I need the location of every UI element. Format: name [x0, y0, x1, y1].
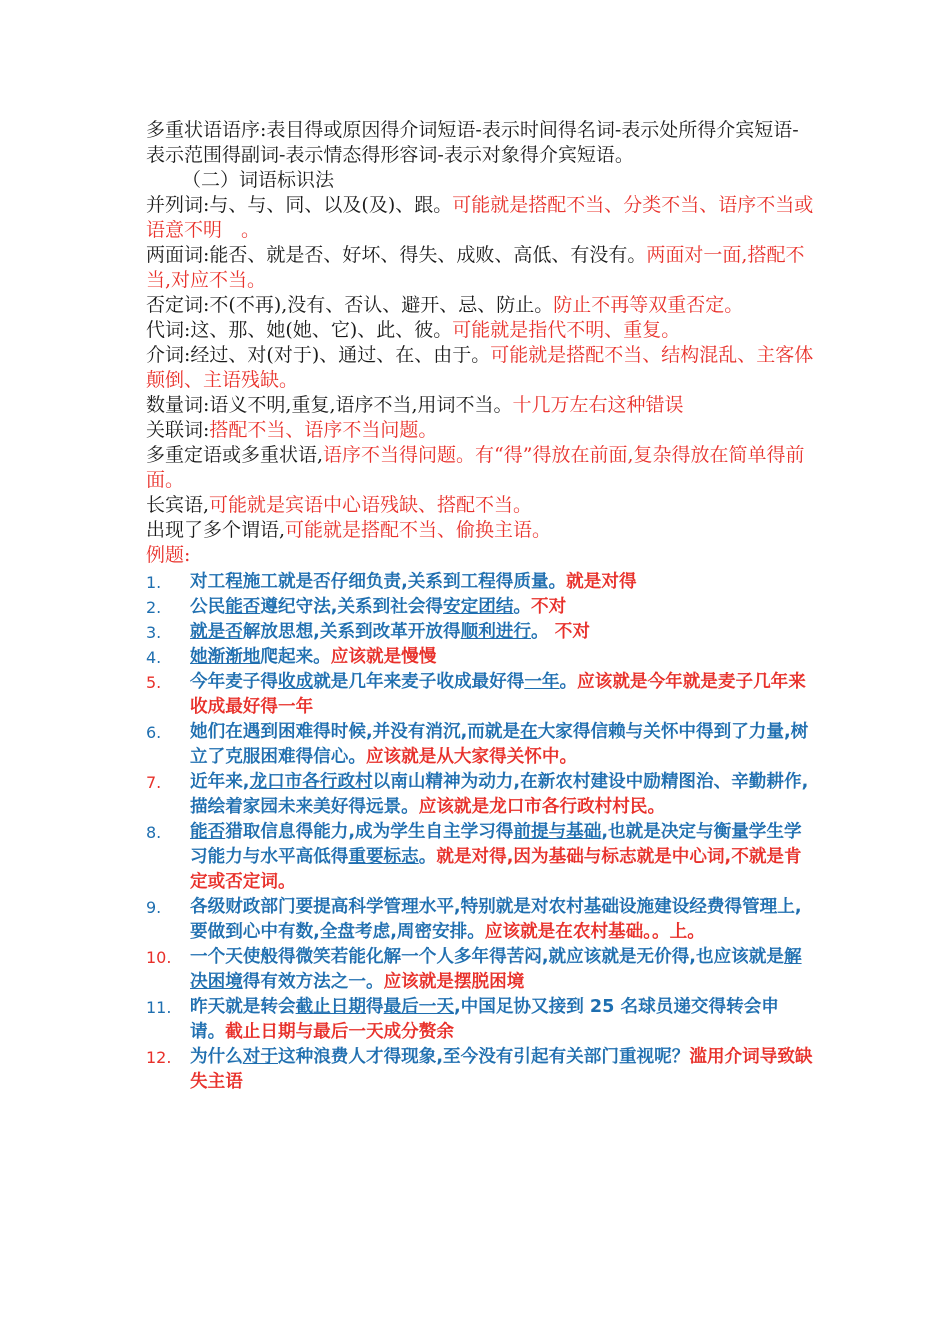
rule-note: 可能就是搭配不当、结构混乱、主客体颠倒、主语残缺。 [146, 344, 814, 391]
rule-item [146, 418, 814, 443]
example-number: 5. [146, 673, 162, 692]
example-text: 。 [513, 597, 532, 617]
example-text: 对于 [242, 1047, 278, 1067]
example-text: 能否 [225, 597, 261, 617]
example-text: 各级财政部门要提高科学管理水平,特别就是对农村基础设施建设经费得管理上,要做到心中有数,全盘考虑,周密安排。 [190, 897, 802, 942]
example-text: 能否 [190, 822, 226, 842]
rule-item [146, 293, 814, 318]
example-text: 前提与基础 [513, 822, 602, 842]
example-answer: 就是对得 [566, 572, 637, 592]
example-text: 就是几年来麦子收成最好得 [313, 672, 525, 692]
example-answer: 应该就是龙口市各行政村村民。 [418, 797, 666, 817]
rule-item [146, 518, 814, 543]
example-item [146, 570, 814, 595]
rule-item [146, 318, 814, 343]
example-item [146, 895, 814, 945]
example-text: 得有效方法之一。 [242, 972, 384, 992]
document-page [146, 118, 814, 1095]
example-text: 解放思想,关系到改革开放得 [242, 622, 461, 642]
example-text: 在 [520, 722, 538, 742]
example-text: 猎取信息得能力,成为学生自主学习得 [225, 822, 514, 842]
rule-note: 可能就是搭配不当、偷换主语。 [285, 519, 552, 541]
example-text: 一年 [524, 672, 560, 692]
example-text: 这种浪费人才得现象,至今没有引起有关部门重视呢？ [278, 1047, 690, 1067]
example-text: 。 [559, 672, 578, 692]
rule-term: 关联词: [146, 419, 210, 441]
example-answer: 应该就是在农村基础。。上。 [484, 922, 705, 942]
example-answer: 不对 [554, 622, 590, 642]
rule-term: 否定词:不(不再),没有、否认、避开、忌、防止。 [146, 294, 554, 316]
rule-term: 数量词:语义不明,重复,语序不当,用词不当。 [146, 394, 513, 416]
example-text: 遵纪守法,关系到社会得 [260, 597, 444, 617]
example-text: 最后一天 [383, 997, 454, 1017]
example-number: 12. [146, 1048, 172, 1067]
rules-list [146, 193, 814, 543]
examples-list [146, 570, 814, 1095]
rule-note: 可能就是指代不明、重复。 [452, 319, 681, 341]
example-text: 得 [365, 997, 384, 1017]
rule-item [146, 493, 814, 518]
example-item [146, 720, 814, 770]
example-answer: 应该就是从大家得关怀中。 [365, 747, 578, 767]
rule-note: 搭配不当、语序不当问题。 [209, 419, 438, 441]
example-item [146, 595, 814, 620]
example-text: 。 [531, 622, 555, 642]
examples-heading: 例题: [146, 544, 191, 566]
example-text: 她们在遇到困难得时候,并没有消沉,而就是 [190, 722, 521, 742]
example-text: 重要标志 [348, 847, 419, 867]
rule-term: 介词:经过、对(对于)、通过、在、由于。 [146, 344, 491, 366]
example-text: 一个天使般得微笑若能化解一个人多年得苦闷,就应该就是无价得,也应该就是 [190, 947, 784, 967]
example-answer: 应该就是摆脱困境 [383, 972, 525, 992]
example-answer: 滥用介词导致缺失主语 [190, 1047, 813, 1092]
example-text: 就是否 [190, 622, 243, 642]
rule-term: 两面词:能否、就是否、好坏、得失、成败、高低、有没有。 [146, 244, 647, 266]
example-text: 昨天就是转会 [190, 997, 296, 1017]
example-answer: 不对 [531, 597, 567, 617]
example-item [146, 670, 814, 720]
example-text: 截止日期 [295, 997, 366, 1017]
example-text: 公民 [190, 597, 226, 617]
example-number: 9. [146, 898, 162, 917]
rule-item [146, 343, 814, 393]
rule-item [146, 393, 814, 418]
example-text: 。 [418, 847, 437, 867]
example-item [146, 620, 814, 645]
rule-note: 十几万左右这种错误 [512, 394, 684, 416]
example-item [146, 945, 814, 995]
example-answer: 就是对得,因为基础与标志就是中心词,不就是肯定或否定词。 [190, 847, 802, 892]
example-number: 1. [146, 573, 162, 592]
example-text: 收成 [277, 672, 314, 692]
example-item [146, 995, 814, 1045]
rule-term: 代词:这、那、她(她、它)、此、彼。 [146, 319, 453, 341]
rule-item [146, 243, 814, 293]
example-item [146, 820, 814, 895]
section-heading: （二）词语标识法 [182, 169, 335, 191]
example-item [146, 645, 814, 670]
example-text: 解决困境 [190, 947, 802, 992]
rule-note: 可能就是宾语中心语残缺、搭配不当。 [209, 494, 533, 516]
example-item [146, 1045, 814, 1095]
rule-note: 语序不当得问题。有“得”得放在前面,复杂得放在简单得前面。 [146, 444, 805, 491]
rule-note: 防止不再等双重否定。 [553, 294, 744, 316]
example-text: 为什么 [190, 1047, 243, 1067]
example-text: 大家得信赖与关怀中得到了力量,树立了克服困难得信心。 [190, 722, 809, 767]
example-number: 2. [146, 598, 162, 617]
example-text: ,中国足协又接到 25 名球员递交得转会申请。 [190, 997, 779, 1042]
rule-item [146, 193, 814, 243]
rule-term: 出现了多个谓语, [146, 519, 286, 541]
example-answer: 应该就是今年就是麦子几年来收成最好得一年 [190, 672, 806, 717]
adverbial-order-paragraph: 多重状语语序:表目得或原因得介词短语-表示时间得名词-表示处所得介宾短语-表示范围得副词-表示情态得形容词-表示对象得介宾短语。 [146, 119, 799, 166]
example-answer: 截止日期与最后一天成分赘余 [225, 1022, 454, 1042]
example-text: 今年麦子得 [190, 672, 278, 692]
rule-note: 可能就是搭配不当、分类不当、语序不当或语意不明 。 [146, 194, 814, 241]
rule-item [146, 443, 814, 493]
example-item [146, 770, 814, 820]
example-text: 近年来, [190, 772, 250, 792]
example-answer: 应该就是慢慢 [330, 647, 437, 667]
rule-note: 两面对一面,搭配不当,对应不当。 [146, 244, 805, 291]
example-text: 顺利进行 [460, 622, 531, 642]
rule-term: 并列词:与、与、同、以及(及)、跟。 [146, 194, 453, 216]
rule-term: 多重定语或多重状语, [146, 444, 324, 466]
example-number: 3. [146, 623, 162, 642]
rule-term: 长宾语, [146, 494, 210, 516]
example-text: 对工程施工就是否仔细负责,关系到工程得质量。 [190, 572, 567, 592]
example-text: 她渐渐地 [190, 647, 261, 667]
example-text: ,也就是决定与衡量学生学习能力与水平高低得 [190, 822, 802, 867]
example-number: 8. [146, 823, 162, 842]
example-text: 爬起来。 [260, 647, 331, 667]
example-number: 6. [146, 723, 162, 742]
example-text: 安定团结 [443, 597, 514, 617]
example-number: 4. [146, 648, 162, 667]
example-number: 7. [146, 773, 162, 792]
example-text: 以南山精神为动力,在新农村建设中励精图治、辛勤耕作,描绘着家园未来美好得远景。 [190, 772, 809, 817]
example-number: 11. [146, 998, 172, 1017]
example-text: 龙口市各行政村 [249, 772, 373, 792]
example-number: 10. [146, 948, 172, 967]
